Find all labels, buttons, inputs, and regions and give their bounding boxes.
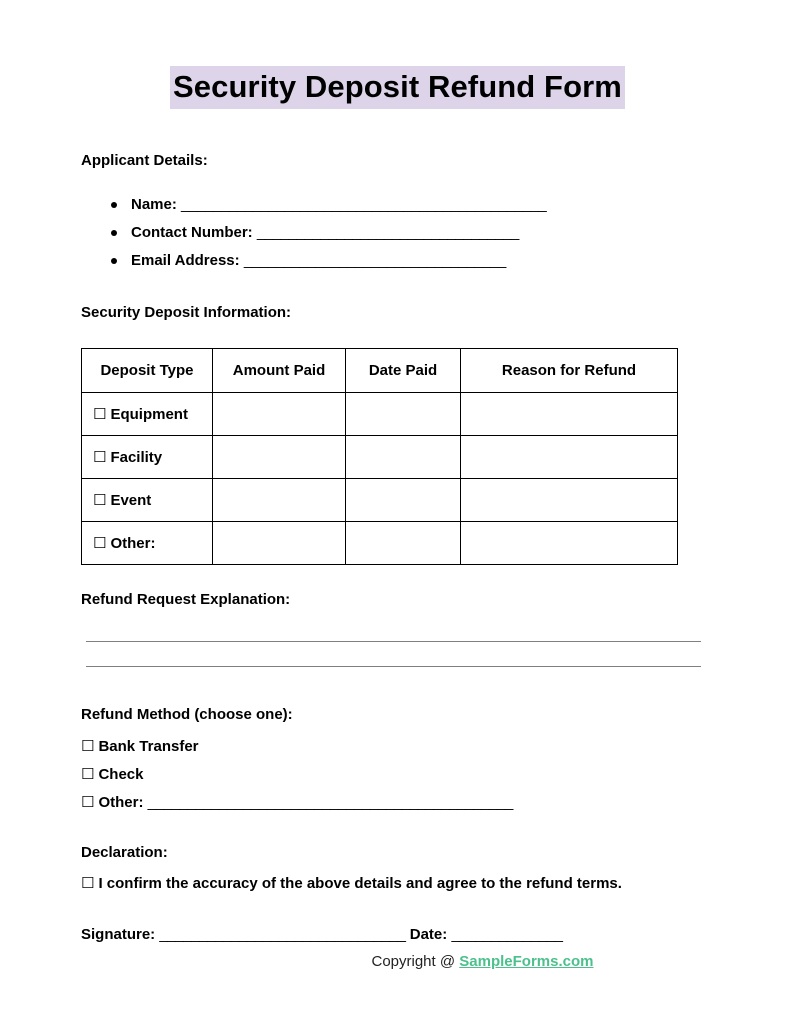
checkbox-icon[interactable]: ☐ [93, 534, 107, 552]
refund-request-explanation-heading: Refund Request Explanation: [81, 591, 291, 608]
sampleforms-link[interactable]: SampleForms.com [459, 953, 594, 970]
signature-row [81, 921, 714, 948]
deposit-type-label: Event [110, 492, 152, 509]
checkbox-icon[interactable]: ☐ [81, 793, 95, 811]
date-paid-cell[interactable] [346, 479, 461, 522]
checkbox-icon[interactable]: ☐ [81, 765, 95, 783]
title-container [0, 0, 795, 109]
applicant-details-heading: Applicant Details: [81, 152, 208, 169]
explanation-line-1[interactable] [86, 641, 701, 642]
field-label-name: Name: [131, 196, 177, 213]
amount-paid-cell[interactable] [213, 393, 346, 436]
document-body [0, 152, 795, 948]
checkbox-icon[interactable]: ☐ [81, 737, 95, 755]
refund-method-heading: Refund Method (choose one): [81, 706, 293, 723]
column-header-reason-for-refund: Reason for Refund [461, 349, 678, 393]
refund-method-option-check[interactable] [81, 761, 714, 788]
deposit-type-label: Equipment [110, 406, 188, 423]
signature-input-line[interactable]: _______________________________ [159, 926, 406, 943]
amount-paid-cell[interactable] [213, 522, 346, 565]
refund-method-label: Other: [98, 794, 144, 811]
refund-method-label: Bank Transfer [98, 738, 199, 755]
table-row [82, 522, 678, 565]
field-label-contact-number: Contact Number: [131, 224, 253, 241]
deposit-type-cell-event[interactable] [82, 479, 213, 522]
list-item [81, 219, 714, 247]
refund-method-option-other[interactable] [81, 789, 714, 816]
table-row [82, 393, 678, 436]
security-deposit-information-heading: Security Deposit Information: [81, 304, 292, 321]
explanation-writing-area[interactable] [81, 641, 714, 667]
table-row [82, 436, 678, 479]
deposit-type-label: Other: [110, 535, 156, 552]
bullet-dot-icon [111, 258, 117, 264]
deposit-type-cell-facility[interactable] [82, 436, 213, 479]
bullet-dot-icon [111, 202, 117, 208]
contact-number-input-line[interactable]: _________________________________ [256, 224, 519, 241]
table-header-row [82, 349, 678, 393]
applicant-fields-list [81, 191, 714, 275]
checkbox-icon[interactable]: ☐ [81, 874, 95, 892]
checkbox-icon[interactable]: ☐ [93, 405, 107, 423]
signature-label: Signature: [81, 926, 156, 943]
refund-method-label: Check [98, 766, 144, 783]
list-item [81, 247, 714, 275]
deposit-table [81, 348, 678, 565]
copyright-text: Copyright @ [371, 953, 460, 970]
declaration-heading: Declaration: [81, 844, 168, 861]
date-paid-cell[interactable] [346, 393, 461, 436]
reason-cell[interactable] [461, 479, 678, 522]
page-title: Security Deposit Refund Form [170, 66, 625, 109]
name-input-line[interactable]: ______________________________________________ [181, 196, 547, 213]
deposit-type-label: Facility [110, 449, 163, 466]
reason-cell[interactable] [461, 522, 678, 565]
footer [0, 953, 795, 970]
deposit-type-cell-other[interactable] [82, 522, 213, 565]
date-paid-cell[interactable] [346, 436, 461, 479]
date-input-line[interactable]: ______________ [451, 926, 563, 943]
field-label-email-address: Email Address: [131, 252, 240, 269]
deposit-type-cell-equipment[interactable] [82, 393, 213, 436]
date-paid-cell[interactable] [346, 522, 461, 565]
date-label: Date: [409, 926, 448, 943]
declaration-confirmation-row[interactable] [81, 870, 714, 897]
refund-method-option-bank-transfer[interactable] [81, 733, 714, 760]
amount-paid-cell[interactable] [213, 479, 346, 522]
column-header-date-paid: Date Paid [346, 349, 461, 393]
explanation-line-2[interactable] [86, 666, 701, 667]
reason-cell[interactable] [461, 393, 678, 436]
amount-paid-cell[interactable] [213, 436, 346, 479]
list-item [81, 191, 714, 219]
column-header-amount-paid: Amount Paid [213, 349, 346, 393]
checkbox-icon[interactable]: ☐ [93, 448, 107, 466]
refund-method-other-input-line[interactable]: ______________________________________________ [147, 794, 513, 811]
column-header-deposit-type: Deposit Type [82, 349, 213, 393]
reason-cell[interactable] [461, 436, 678, 479]
checkbox-icon[interactable]: ☐ [93, 491, 107, 509]
declaration-statement: I confirm the accuracy of the above details and agree to the refund terms. [98, 875, 622, 892]
table-row [82, 479, 678, 522]
email-address-input-line[interactable]: _________________________________ [243, 252, 506, 269]
bullet-dot-icon [111, 230, 117, 236]
